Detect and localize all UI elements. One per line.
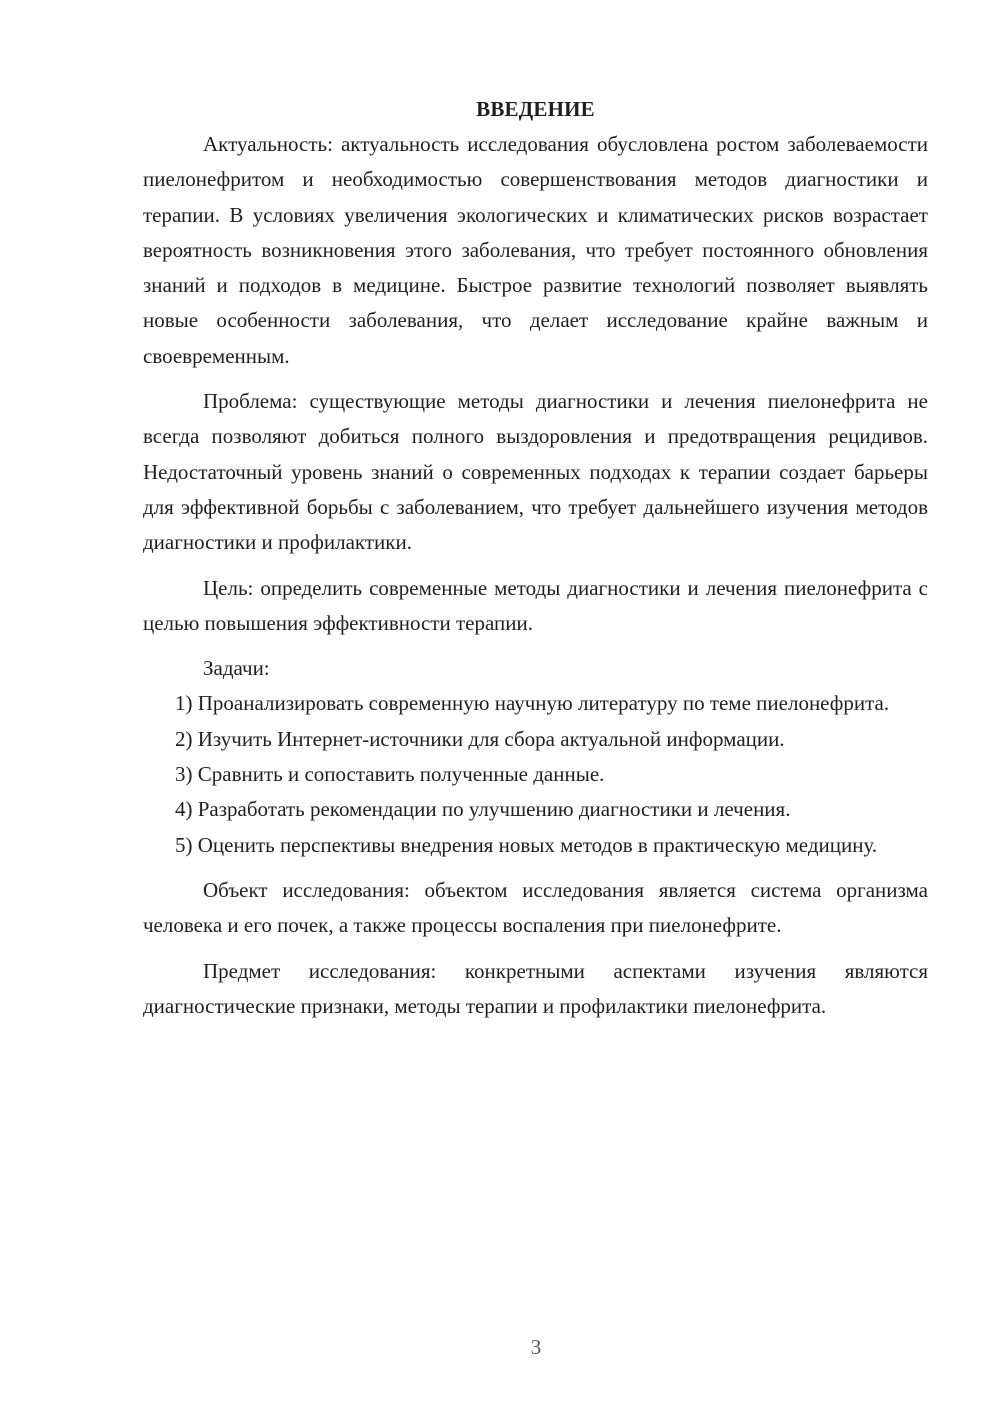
task-item: 5) Оценить перспективы внедрения новых методов в практическую медицину. [175, 832, 878, 857]
paragraph-object: Объект исследования: объектом исследования является система организма человека и его почек, а также процессы воспаления при пиелонефрите. [143, 877, 928, 938]
paragraph-problem: Проблема: существующие методы диагностики и лечения пиелонефрита не всегда позволяют добиться полного выздоровления и предотвращения рецидивов. Недостаточный уровень знаний о современных подходах к терапии создает барьеры для эффективной борьбы с заболеванием, что требует дальнейшего изучения методов диагностики и профилактики. [143, 389, 928, 555]
page-content [143, 92, 928, 1024]
paragraph-relevance: Актуальность: актуальность исследования обусловлена ростом заболеваемости пиелонефритом и необходимостью совершенствования методов диагностики и терапии. В условиях увеличения экологических и климатических рисков возрастает вероятность возникновения этого заболевания, что требует постоянного обновления знаний и подходов в медицине. Быстрое развитие технологий позволяет выявлять новые особенности заболевания, что делает исследование крайне важным и своевременным. [143, 132, 928, 368]
task-item: 4) Разработать рекомендации по улучшению диагностики и лечения. [175, 797, 791, 822]
page-number: 3 [530, 1335, 542, 1359]
paragraph-goal: Цель: определить современные методы диагностики и лечения пиелонефрита с целью повышения эффективности терапии. [143, 575, 928, 635]
tasks-heading: Задачи: [203, 656, 270, 681]
page-title: ВВЕДЕНИЕ [476, 97, 595, 121]
tasks-list [143, 686, 928, 862]
task-item: 3) Сравнить и сопоставить полученные данные. [175, 762, 605, 787]
paragraph-subject: Предмет исследования: конкретными аспектами изучения являются диагностические признаки, методы терапии и профилактики пиелонефрита. [143, 958, 928, 1018]
task-item: 2) Изучить Интернет-источники для сбора актуальной информации. [175, 726, 785, 751]
task-item: 1) Проанализировать современную научную литературу по теме пиелонефрита. [175, 691, 890, 716]
